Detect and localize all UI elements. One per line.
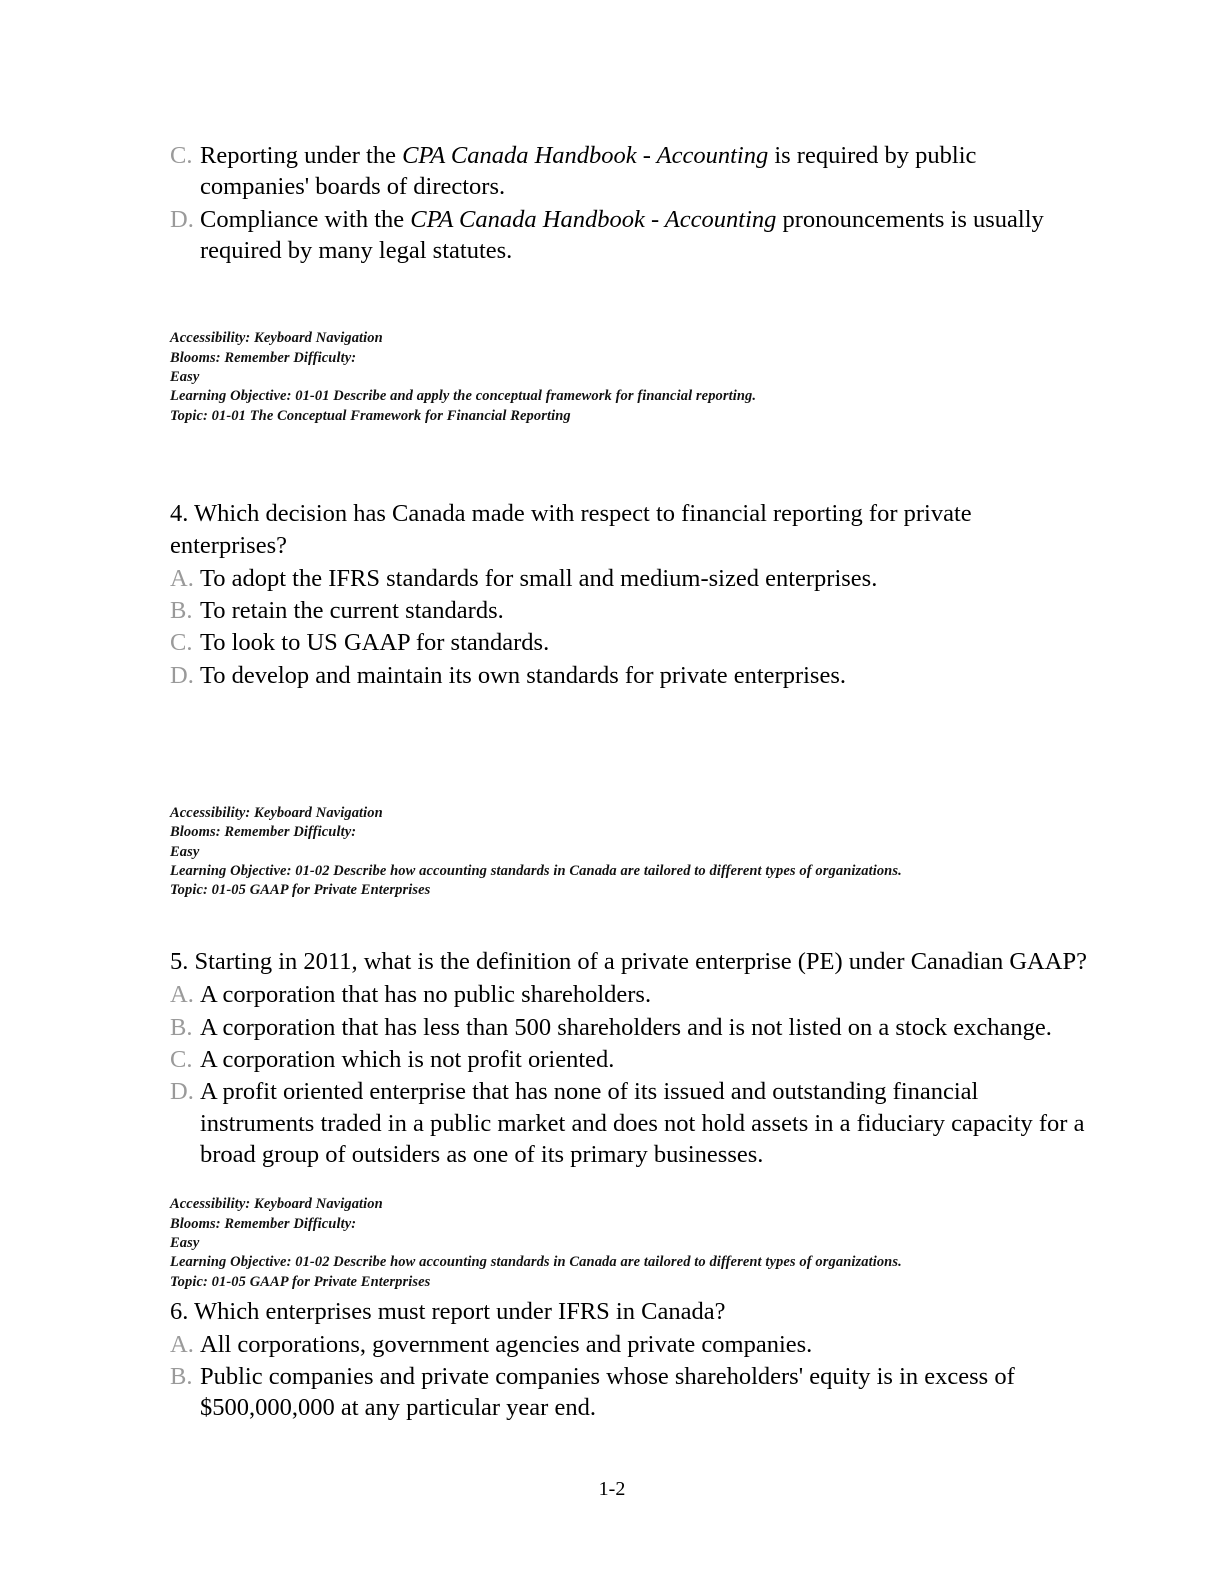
- option-letter: D.: [170, 661, 194, 689]
- question-metadata-block: [170, 804, 1090, 900]
- option-text: [200, 140, 1090, 203]
- metadata-topic: Topic: 01-05 GAAP for Private Enterprises: [170, 882, 431, 899]
- option-letter: C.: [170, 629, 193, 657]
- option-letter: A.: [170, 1330, 194, 1358]
- option-text: [200, 204, 1090, 267]
- option-text: To retain the current standards.: [200, 596, 504, 624]
- option-row: [170, 140, 1090, 203]
- option-letter: B.: [170, 1362, 193, 1390]
- question-stem: 4. Which decision has Canada made with respect to financial reporting for private enterprises?: [170, 499, 972, 559]
- option-letter: C.: [170, 142, 193, 169]
- option-text-post: is required by public companies' boards of directors.: [200, 142, 977, 201]
- option-text: To develop and maintain its own standards for private enterprises.: [200, 661, 846, 689]
- option-text: A corporation that has less than 500 shareholders and is not listed on a stock exchange.: [200, 1013, 1052, 1041]
- metadata-accessibility: Accessibility: Keyboard Navigation: [170, 1196, 383, 1213]
- spacer: [170, 692, 1090, 804]
- option-letter: B.: [170, 596, 193, 624]
- option-row: [170, 1361, 1090, 1424]
- page-number: 1-2: [598, 1478, 626, 1500]
- question-metadata-block: [170, 329, 1090, 425]
- metadata-blooms: Blooms: Remember Difficulty:: [170, 349, 357, 366]
- option-letter: A.: [170, 564, 194, 592]
- metadata-topic: Topic: 01-01 The Conceptual Framework for Financial Reporting: [170, 407, 571, 424]
- option-row: [170, 1012, 1090, 1043]
- page-content: [170, 140, 1090, 1425]
- option-text-italic: CPA Canada Handbook - Accounting: [410, 205, 777, 233]
- option-letter: D.: [170, 1078, 194, 1106]
- option-text: A profit oriented enterprise that has none of its issued and outstanding financial instruments traded in a public market and does not hold assets in a fiduciary capacity for a broad group of outsiders as one of its primary businesses.: [200, 1078, 1085, 1169]
- option-row: [170, 595, 1090, 626]
- option-letter: C.: [170, 1045, 193, 1073]
- metadata-difficulty: Easy: [170, 843, 200, 860]
- option-text: A corporation that has no public shareholders.: [200, 981, 652, 1009]
- option-row: [170, 1329, 1090, 1360]
- spacer: [170, 1171, 1090, 1195]
- metadata-accessibility: Accessibility: Keyboard Navigation: [170, 804, 383, 821]
- option-row: [170, 204, 1090, 267]
- option-letter: B.: [170, 1013, 193, 1041]
- metadata-learning-objective: Learning Objective: 01-01 Describe and apply the conceptual framework for financial reporting.: [170, 388, 757, 405]
- option-text-pre: Reporting under the: [200, 142, 403, 169]
- spacer: [170, 426, 1090, 498]
- option-row: [170, 563, 1090, 594]
- option-letter: D.: [170, 205, 194, 233]
- metadata-learning-objective: Learning Objective: 01-02 Describe how accounting standards in Canada are tailored to different types of organizations.: [170, 862, 902, 879]
- option-text: All corporations, government agencies and private companies.: [200, 1330, 813, 1358]
- option-row: [170, 1044, 1090, 1075]
- option-row: [170, 660, 1090, 691]
- metadata-topic: Topic: 01-05 GAAP for Private Enterprises: [170, 1273, 431, 1290]
- option-text: A corporation which is not profit oriented.: [200, 1045, 615, 1073]
- spacer: [170, 900, 1090, 946]
- option-text-italic: CPA Canada Handbook - Accounting: [402, 142, 769, 169]
- question-stem: 6. Which enterprises must report under IFRS in Canada?: [170, 1297, 726, 1325]
- spacer: [170, 267, 1090, 329]
- question-stem: 5. Starting in 2011, what is the definition of a private enterprise (PE) under Canadian GAAP?: [170, 948, 1087, 976]
- option-text-post: pronouncements is usually required by many legal statutes.: [200, 205, 1044, 265]
- metadata-learning-objective: Learning Objective: 01-02 Describe how accounting standards in Canada are tailored to different types of organizations.: [170, 1254, 902, 1271]
- option-letter: A.: [170, 981, 194, 1009]
- question-metadata-block: [170, 1195, 1090, 1291]
- option-row: [170, 1076, 1090, 1170]
- option-text-pre: Compliance with the: [200, 205, 411, 233]
- metadata-accessibility: Accessibility: Keyboard Navigation: [170, 330, 383, 347]
- metadata-blooms: Blooms: Remember Difficulty:: [170, 1215, 357, 1232]
- option-row: [170, 627, 1090, 658]
- metadata-blooms: Blooms: Remember Difficulty:: [170, 824, 357, 841]
- option-text: To adopt the IFRS standards for small and medium-sized enterprises.: [200, 564, 878, 592]
- metadata-difficulty: Easy: [170, 1234, 200, 1251]
- option-text: To look to US GAAP for standards.: [200, 629, 550, 657]
- option-row: [170, 979, 1090, 1010]
- option-text: Public companies and private companies whose shareholders' equity is in excess of $500,000,000 at any particular year end.: [200, 1362, 1015, 1422]
- metadata-difficulty: Easy: [170, 369, 200, 385]
